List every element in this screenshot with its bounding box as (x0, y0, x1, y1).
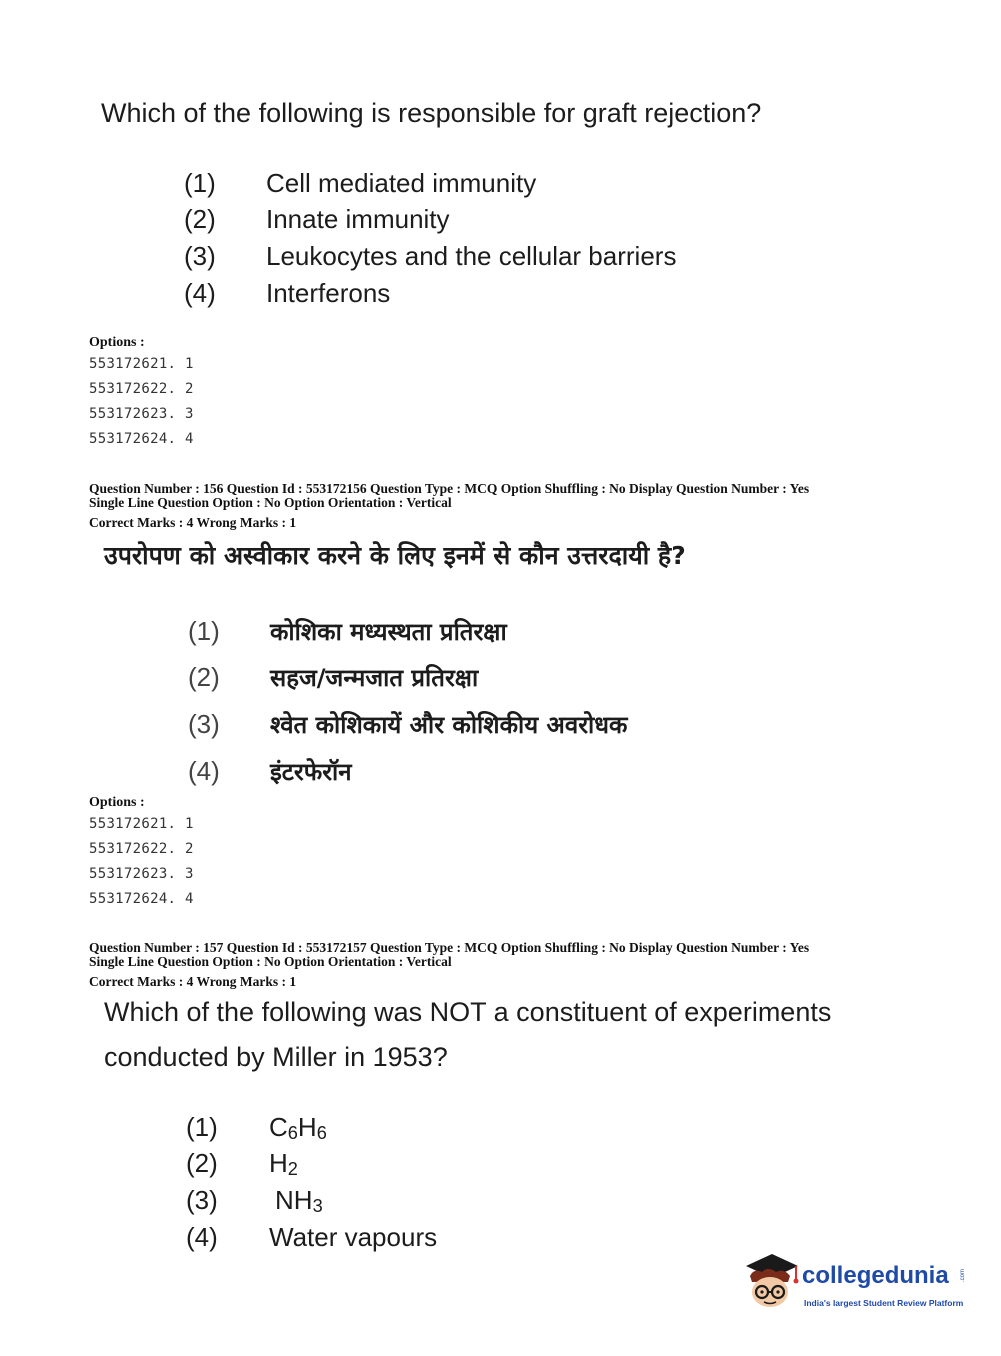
q1-option-id-3: 553172623. 3 (89, 406, 194, 422)
q2-option-4-text: इंटरफेरॉन (270, 758, 352, 786)
q1-option-3-text: Leukocytes and the cellular barriers (266, 241, 677, 271)
q3-option-3-text: $NH_3$ (275, 1185, 323, 1216)
q1-option-4-number: (4) (184, 278, 216, 308)
q1-option-id-2: 553172622. 2 (89, 381, 194, 397)
q2-meta-line-1: Question Number : 156 Question Id : 553172156 Question Type : MCQ Option Shuffling : No Display Question Number : Yes (89, 481, 810, 496)
q3-meta-line-3: Correct Marks : 4 Wrong Marks : 1 (89, 974, 297, 989)
q3-option-1-text: $C_6H_6$ (269, 1112, 327, 1143)
mascot-icon (740, 1248, 802, 1310)
q3-meta-line-1: Question Number : 157 Question Id : 553172157 Question Type : MCQ Option Shuffling : No Display Question Number : Yes (89, 940, 810, 955)
q2-option-2-number: (2) (188, 662, 220, 692)
q2-meta-line-2: Single Line Question Option : No Option Orientation : Vertical (89, 495, 452, 510)
q1-option-1-number: (1) (184, 168, 216, 198)
question-2-text: उपरोपण को अस्वीकार करने के लिए इनमें से कौन उत्तरदायी है? (104, 541, 686, 570)
q1-options-label: Options : (89, 335, 145, 350)
q2-option-id-4: 553172624. 4 (89, 891, 194, 907)
logo-tagline: India's largest Student Review Platform (804, 1298, 964, 1308)
logo-dotcom: .com (960, 1268, 966, 1282)
q1-option-id-1: 553172621. 1 (89, 356, 194, 372)
question-3-text-line-1: Which of the following was NOT a constituent of experiments (104, 997, 832, 1027)
q2-option-3-number: (3) (188, 709, 220, 739)
q2-option-2-text: सहज/जन्मजात प्रतिरक्षा (270, 664, 479, 692)
q2-option-1-text: कोशिका मध्यस्थता प्रतिरक्षा (270, 618, 507, 646)
q2-option-4-number: (4) (188, 756, 220, 786)
q1-option-2-number: (2) (184, 204, 216, 234)
collegedunia-logo (740, 1248, 970, 1318)
q1-option-3-number: (3) (184, 241, 216, 271)
q3-option-2-number: (2) (186, 1148, 218, 1178)
q3-option-4-number: (4) (186, 1222, 218, 1252)
q1-option-id-4: 553172624. 4 (89, 431, 194, 447)
q2-option-3-text: श्वेत कोशिकायें और कोशिकीय अवरोधक (270, 711, 628, 739)
logo-brand-name: collegedunia (802, 1262, 949, 1289)
q1-option-4-text: Interferons (266, 278, 391, 308)
q2-option-id-3: 553172623. 3 (89, 866, 194, 882)
q2-option-1-number: (1) (188, 616, 220, 646)
q3-meta-line-2: Single Line Question Option : No Option Orientation : Vertical (89, 954, 452, 969)
question-1-text: Which of the following is responsible for graft rejection? (101, 98, 762, 128)
question-3-text-line-2: conducted by Miller in 1953? (104, 1042, 448, 1072)
q3-option-4-text: Water vapours (269, 1222, 438, 1252)
q3-option-2-text: $H_2$ (269, 1148, 298, 1179)
q2-option-id-2: 553172622. 2 (89, 841, 194, 857)
q1-option-2-text: Innate immunity (266, 204, 450, 234)
q3-option-1-number: (1) (186, 1112, 218, 1142)
q2-options-label: Options : (89, 795, 145, 810)
q1-option-1-text: Cell mediated immunity (266, 168, 537, 198)
q2-meta-line-3: Correct Marks : 4 Wrong Marks : 1 (89, 515, 297, 530)
q3-option-3-number: (3) (186, 1185, 218, 1215)
q2-option-id-1: 553172621. 1 (89, 816, 194, 832)
